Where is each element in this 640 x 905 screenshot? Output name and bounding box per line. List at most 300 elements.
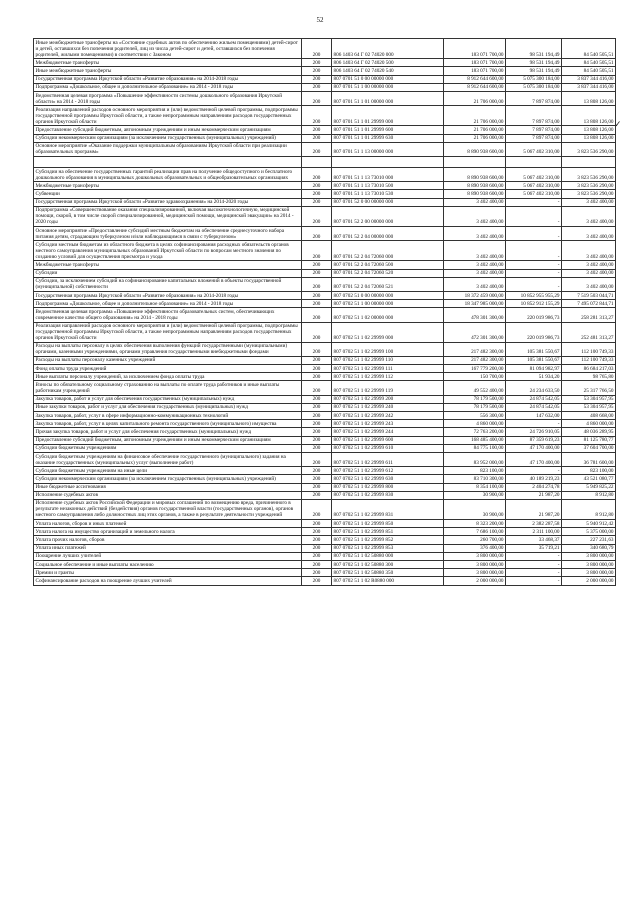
row-line-code: 200 (302, 91, 332, 105)
row-name: Субсидии местным бюджетам из областного бюджета в целях софинансирования расходных обязательств органов местного самоуправления муниципальных образований Иркутской области по вопросам местного значения по созданию условий для осуществления присмотра и ухода (34, 241, 302, 261)
row-line-code: 200 (302, 59, 332, 67)
table-row (34, 491, 616, 499)
table-row (34, 577, 616, 585)
row-name: Исполнение судебных актов Российской Федерации и мировых соглашений по возмещению вреда, причиненного в результате незаконных действий (бездействия) органов государственной власти (государственных органов), органов местного самоуправления либо должностных лиц этих органов, а также в результате деятельности учреждений (34, 499, 302, 519)
row-name: Уплата прочих налогов, сборов (34, 536, 302, 544)
table-row (34, 475, 616, 483)
table-row (34, 403, 616, 411)
row-approved-amount: 8 890 938 600,00 (444, 182, 506, 190)
row-executed-amount: 21 987,20 (506, 499, 562, 519)
row-line-code: 200 (302, 483, 332, 491)
row-name: Ведомственная целевая программа «Повышение эффективности системы дошкольного образования Иркутской области» на 2014 - 2018 годы (34, 91, 302, 105)
row-budget-code: 807 0701 51 1 00 00000 000 (332, 83, 444, 91)
row-line-code: 200 (302, 552, 332, 560)
row-line-code: 200 (302, 241, 332, 261)
row-approved-amount: 49 552 400,00 (444, 381, 506, 395)
row-line-code: 200 (302, 412, 332, 420)
row-name: Иные выплаты персоналу учреждений, за исключением фонда оплаты труда (34, 373, 302, 381)
row-executed-amount: - (506, 277, 562, 291)
row-line-code: 200 (302, 168, 332, 182)
row-unexecuted-amount: 112 100 749,33 (562, 342, 616, 356)
row-executed-amount: 10 852 912 155,29 (506, 300, 562, 308)
row-line-code: 200 (302, 420, 332, 428)
row-approved-amount: 84 775 100,00 (444, 444, 506, 452)
row-executed-amount: 35 719,21 (506, 544, 562, 552)
row-line-code: 200 (302, 395, 332, 403)
row-executed-amount: - (506, 552, 562, 560)
table-row (34, 83, 616, 91)
row-unexecuted-amount: 4 860 000,00 (562, 420, 616, 428)
table-row (34, 499, 616, 519)
row-approved-amount: 8 890 938 600,00 (444, 142, 506, 156)
row-unexecuted-amount: 112 100 749,33 (562, 356, 616, 364)
row-unexecuted-amount: 3 837 344 416,00 (562, 83, 616, 91)
row-name: Основное мероприятие «Предоставление субсидий местным бюджетам на обеспечение среднесуточного набора питания детям, страдающим туберкулезом и/или наблюдающимся в связи с туберкулезом» (34, 227, 302, 241)
row-name: Межбюджетные трансферты (34, 59, 302, 67)
row-approved-amount: 21 706 000,00 (444, 134, 506, 142)
row-unexecuted-amount: 3 823 536 290,00 (562, 168, 616, 182)
table-row (34, 308, 616, 322)
row-approved-amount: 556 300,00 (444, 412, 506, 420)
row-executed-amount: - (506, 261, 562, 269)
row-line-code: 200 (302, 227, 332, 241)
row-name: Предоставление субсидий бюджетным, автономным учреждениям и иным некоммерческим организациям (34, 436, 302, 444)
row-approved-amount: 3 800 000,00 (444, 552, 506, 560)
table-row (34, 381, 616, 395)
row-line-code: 200 (302, 467, 332, 475)
row-line-code: 200 (302, 544, 332, 552)
row-unexecuted-amount: 43 521 080,77 (562, 475, 616, 483)
row-name: Субвенции (34, 190, 302, 198)
row-line-code: 200 (302, 182, 332, 190)
row-line-code: 200 (302, 436, 332, 444)
row-budget-code: 807 0702 51 1 02 00000 000 (332, 308, 444, 322)
row-budget-code: 807 0702 51 1 02 29999 830 (332, 491, 444, 499)
row-approved-amount: 183 071 700,00 (444, 59, 506, 67)
table-row (34, 483, 616, 491)
row-approved-amount: 30 900,00 (444, 491, 506, 499)
row-name: Уплата налога на имущество организаций и земельного налога (34, 528, 302, 536)
row-approved-amount: 4 860 000,00 (444, 420, 506, 428)
row-name: Поощрение лучших учителей (34, 552, 302, 560)
row-name: Субсидии бюджетным учреждениям на финансовое обеспечение государственного (муниципального) задания на оказание государственных (муниципальных) услуг (выполнение работ) (34, 452, 302, 466)
row-budget-code: 806 1403 64 Г 02 74020 540 (332, 67, 444, 75)
table-row (34, 67, 616, 75)
table-row (34, 444, 616, 452)
row-approved-amount: 3 402 400,00 (444, 198, 506, 206)
table-row (34, 126, 616, 134)
row-budget-code: 807 0701 51 1 13 73010 500 (332, 182, 444, 190)
row-executed-amount: 47 170 400,00 (506, 444, 562, 452)
budget-execution-table (33, 38, 616, 586)
row-name: Закупка товаров, работ, услуг в сфере информационно-коммуникационных технологий (34, 412, 302, 420)
row-name: Закупка товаров, работ и услуг для обеспечения государственных (муниципальных) нужд (34, 395, 302, 403)
row-budget-code: 807 0702 51 1 02 29999 852 (332, 536, 444, 544)
row-line-code: 200 (302, 126, 332, 134)
row-executed-amount: 33 468,37 (506, 536, 562, 544)
row-line-code: 200 (302, 528, 332, 536)
row-approved-amount: 83 710 300,00 (444, 475, 506, 483)
row-name: Реализация направлений расходов основного мероприятия и (или) ведомственной целевой программы, подпрограммы государственной программы Иркутской области, а также непрограммным направлениям расходов государственных органов Иркутской области (34, 322, 302, 342)
row-unexecuted-amount: 8 912,80 (562, 491, 616, 499)
row-line-code: 200 (302, 308, 332, 322)
row-unexecuted-amount: 86 684 217,03 (562, 365, 616, 373)
row-line-code: 200 (302, 134, 332, 142)
row-budget-code: 807 0702 51 1 02 29999 200 (332, 395, 444, 403)
row-executed-amount: 7 897 874,00 (506, 91, 562, 105)
row-line-code: 200 (302, 291, 332, 299)
row-name: Ведомственная целевая программа «Повышение эффективности образовательных систем, обеспечивающих современное качество общего образования» на 2014 - 2018 годы (34, 308, 302, 322)
row-budget-code: 807 0701 51 0 00 00000 000 (332, 75, 444, 83)
row-line-code: 200 (302, 106, 332, 126)
row-executed-amount: 81 094 982,97 (506, 365, 562, 373)
row-approved-amount: 478 301 300,00 (444, 308, 506, 322)
table-row (34, 467, 616, 475)
row-line-code: 200 (302, 491, 332, 499)
row-line-code: 200 (302, 444, 332, 452)
spacer-row (34, 156, 616, 167)
row-name: Предоставление субсидий бюджетным, автономным учреждениям и иным некоммерческим организациям (34, 126, 302, 134)
row-budget-code: 807 0702 51 1 02 50880 350 (332, 569, 444, 577)
row-budget-code: 807 0702 51 1 02 29999 100 (332, 342, 444, 356)
row-name: Субсидии некоммерческим организациям (за исключением государственных (муниципальных) учреждений) (34, 475, 302, 483)
row-executed-amount: 24 726 910,05 (506, 428, 562, 436)
table-row (34, 544, 616, 552)
table-row (34, 356, 616, 364)
row-unexecuted-amount: 823 100,00 (562, 467, 616, 475)
row-line-code: 200 (302, 206, 332, 226)
row-line-code: 200 (302, 428, 332, 436)
row-executed-amount: - (506, 198, 562, 206)
row-executed-amount: 5 067 402 310,00 (506, 182, 562, 190)
table-row (34, 59, 616, 67)
table-row (34, 241, 616, 261)
row-approved-amount: 30 900,00 (444, 499, 506, 519)
row-budget-code: 807 0702 51 1 02 29999 800 (332, 483, 444, 491)
row-executed-amount: 2 382 287,58 (506, 520, 562, 528)
row-budget-code: 807 0701 51 1 13 00000 000 (332, 142, 444, 156)
table-row (34, 412, 616, 420)
row-approved-amount: 18 372 459 000,00 (444, 291, 506, 299)
row-name: Подпрограмма «Дошкольное, общее и дополнительное образование» на 2014 - 2018 годы (34, 300, 302, 308)
row-executed-amount: - (506, 569, 562, 577)
row-budget-code: 807 0702 51 1 02 R0880 000 (332, 577, 444, 585)
row-budget-code: 807 0701 51 1 01 00000 000 (332, 91, 444, 105)
row-unexecuted-amount: 3 800 000,00 (562, 552, 616, 560)
row-unexecuted-amount: 13 808 126,00 (562, 106, 616, 126)
row-executed-amount: - (506, 577, 562, 585)
row-unexecuted-amount: 3 402 400,00 (562, 277, 616, 291)
row-budget-code: 807 0701 52 2 04 72060 000 (332, 241, 444, 261)
row-name: Расходы на выплаты персоналу казенных учреждений (34, 356, 302, 364)
row-executed-amount: 98 531 194,49 (506, 59, 562, 67)
row-unexecuted-amount: 3 800 000,00 (562, 569, 616, 577)
row-executed-amount: - (506, 206, 562, 226)
page-number: 52 (316, 16, 324, 24)
table-row (34, 536, 616, 544)
row-unexecuted-amount: 13 808 126,00 (562, 126, 616, 134)
row-approved-amount: 3 402 400,00 (444, 206, 506, 226)
row-unexecuted-amount: 340 680,79 (562, 544, 616, 552)
row-executed-amount: 5 067 402 310,00 (506, 142, 562, 156)
row-name: Прочая закупка товаров, работ и услуг для обеспечения государственных (муниципальных) нужд (34, 428, 302, 436)
table-row (34, 261, 616, 269)
row-line-code: 200 (302, 499, 332, 519)
table-row (34, 300, 616, 308)
row-name: Межбюджетные трансферты (34, 261, 302, 269)
row-executed-amount: 24 874 542,05 (506, 395, 562, 403)
row-budget-code: 807 0702 51 1 02 29999 110 (332, 356, 444, 364)
row-unexecuted-amount: 81 125 780,77 (562, 436, 616, 444)
row-executed-amount: - (506, 269, 562, 277)
table-row (34, 552, 616, 560)
row-budget-code: 807 0701 52 2 04 72060 521 (332, 277, 444, 291)
row-name: Субсидии бюджетным учреждениям (34, 444, 302, 452)
row-budget-code: 807 0702 51 1 02 29999 111 (332, 365, 444, 373)
row-approved-amount: 183 071 700,00 (444, 39, 506, 59)
table-row (34, 365, 616, 373)
row-budget-code: 807 0702 51 1 02 29999 611 (332, 452, 444, 466)
row-approved-amount: 78 179 500,00 (444, 395, 506, 403)
row-executed-amount: 5 075 300 184,00 (506, 75, 562, 83)
table-row (34, 452, 616, 466)
row-executed-amount: 105 381 550,67 (506, 342, 562, 356)
row-executed-amount: - (506, 227, 562, 241)
row-executed-amount: 47 170 400,00 (506, 452, 562, 466)
row-approved-amount: 8 323 200,00 (444, 520, 506, 528)
row-name: Уплата налогов, сборов и иных платежей (34, 520, 302, 528)
row-unexecuted-amount: 3 823 536 290,00 (562, 142, 616, 156)
table-row (34, 436, 616, 444)
row-line-code: 200 (302, 75, 332, 83)
row-line-code: 200 (302, 67, 332, 75)
row-budget-code: 807 0701 52 2 00 00000 000 (332, 206, 444, 226)
row-unexecuted-amount: 53 304 957,95 (562, 403, 616, 411)
table-row (34, 168, 616, 182)
row-unexecuted-amount: 2 000 000,00 (562, 577, 616, 585)
row-budget-code: 807 0702 51 1 02 29999 000 (332, 322, 444, 342)
table-row (34, 420, 616, 428)
row-budget-code: 807 0701 51 1 13 73010 000 (332, 168, 444, 182)
row-name: Взносы по обязательному социальному страхованию на выплаты по оплате труда работников и иные выплаты работникам учреждений (34, 381, 302, 395)
row-budget-code: 807 0701 52 0 00 00000 000 (332, 198, 444, 206)
row-name: Иные межбюджетные трансферты на «Состояние судебных актов по обеспечению жильем помещениями) детей-сирот и детей, оставшихся без попечения родителей, лиц из числа детей-сирот и детей, оставшихся без попечения родителей, жилыми помещениями) в соответствии с Законом (34, 39, 302, 59)
row-name: Расходы на выплаты персоналу в целях обеспечения выполнения функций государственными (муниципальными) органами, казенными учреждениями, органами управления государственными внебюджетными фондами (34, 342, 302, 356)
row-budget-code: 807 0702 51 1 02 29999 242 (332, 412, 444, 420)
row-executed-amount: 5 067 402 310,00 (506, 190, 562, 198)
row-executed-amount: 220 019 986,73 (506, 308, 562, 322)
row-name: Субсидии, за исключением субсидий на софинансирование капитальных вложений в объекты государственной (муниципальной) собственности (34, 277, 302, 291)
row-budget-code: 807 0702 51 1 02 29999 610 (332, 444, 444, 452)
row-line-code: 200 (302, 198, 332, 206)
table-row (34, 227, 616, 241)
row-executed-amount: - (506, 420, 562, 428)
row-line-code: 200 (302, 356, 332, 364)
row-executed-amount: 147 632,00 (506, 412, 562, 420)
row-unexecuted-amount: 3 837 344 416,00 (562, 75, 616, 83)
row-name: Субсидии бюджетным учреждениям на иные цели (34, 467, 302, 475)
table-row (34, 269, 616, 277)
row-budget-code: 807 0701 52 2 04 72060 500 (332, 261, 444, 269)
table-row (34, 561, 616, 569)
handwritten-check-mark: ✓ (614, 119, 622, 129)
table-row (34, 106, 616, 126)
row-approved-amount: 3 402 400,00 (444, 241, 506, 261)
row-executed-amount: - (506, 561, 562, 569)
row-unexecuted-amount: 3 823 536 290,00 (562, 190, 616, 198)
row-unexecuted-amount: 5 375 000,00 (562, 528, 616, 536)
row-executed-amount: - (506, 467, 562, 475)
row-unexecuted-amount: 258 281 313,27 (562, 308, 616, 322)
row-approved-amount: 78 179 500,00 (444, 403, 506, 411)
row-unexecuted-amount: 48 036 289,95 (562, 428, 616, 436)
row-line-code: 200 (302, 452, 332, 466)
row-unexecuted-amount: 3 402 400,00 (562, 261, 616, 269)
row-budget-code: 807 0702 51 1 02 50880 000 (332, 552, 444, 560)
row-name: Премии и гранты (34, 569, 302, 577)
row-approved-amount: 183 071 700,00 (444, 67, 506, 75)
row-unexecuted-amount: 84 540 505,51 (562, 39, 616, 59)
row-line-code: 200 (302, 536, 332, 544)
row-budget-code: 807 0702 51 1 02 29999 240 (332, 403, 444, 411)
row-approved-amount: 8 354 100,00 (444, 483, 506, 491)
row-unexecuted-amount: 3 800 000,00 (562, 561, 616, 569)
row-approved-amount: 376 400,00 (444, 544, 506, 552)
row-unexecuted-amount: 7 495 072 844,71 (562, 300, 616, 308)
row-executed-amount: 10 852 955 955,29 (506, 291, 562, 299)
table-row (34, 91, 616, 105)
table-row (34, 142, 616, 156)
table-row (34, 198, 616, 206)
row-name: Подпрограмма «Дошкольное, общее и дополнительное образование» на 2014 - 2018 годы (34, 83, 302, 91)
row-unexecuted-amount: 3 402 400,00 (562, 269, 616, 277)
row-approved-amount: 3 402 400,00 (444, 277, 506, 291)
row-budget-code: 807 0702 51 1 02 29999 600 (332, 436, 444, 444)
row-budget-code: 807 0702 51 1 02 29999 630 (332, 475, 444, 483)
row-executed-amount: 24 874 542,05 (506, 403, 562, 411)
row-executed-amount: 2 311 100,00 (506, 528, 562, 536)
row-approved-amount: 21 706 000,00 (444, 126, 506, 134)
row-line-code: 200 (302, 261, 332, 269)
row-approved-amount: 167 779 200,00 (444, 365, 506, 373)
row-line-code: 200 (302, 39, 332, 59)
row-name: Субсидии (34, 269, 302, 277)
row-name: Государственная программа Иркутской области «Развитие образования» на 2014-2018 годы (34, 75, 302, 83)
row-executed-amount: 24 234 633,50 (506, 381, 562, 395)
row-executed-amount: 98 531 194,49 (506, 67, 562, 75)
row-name: Субсидии некоммерческим организациям (за исключением государственных (муниципальных) учреждений) (34, 134, 302, 142)
row-name: Реализация направлений расходов основного мероприятия и (или) ведомственной целевой программы, подпрограммы государственной программы Иркутской области, а также непрограммным направлениям расходов государственных органов Иркутской области (34, 106, 302, 126)
row-approved-amount: 7 686 100,00 (444, 528, 506, 536)
row-approved-amount: 72 763 200,00 (444, 428, 506, 436)
row-approved-amount: 150 700,00 (444, 373, 506, 381)
row-approved-amount: 18 347 985 000,00 (444, 300, 506, 308)
row-unexecuted-amount: 3 823 536 290,00 (562, 182, 616, 190)
row-approved-amount: 260 700,00 (444, 536, 506, 544)
row-budget-code: 807 0702 51 1 02 29999 112 (332, 373, 444, 381)
table-row (34, 322, 616, 342)
row-name: Уплата иных платежей (34, 544, 302, 552)
row-approved-amount: 2 000 000,00 (444, 577, 506, 585)
row-name: Основное мероприятие «Оказание поддержки муниципальным образованиям Иркутской области при реализации образовательных программ» (34, 142, 302, 156)
row-executed-amount: 2 404 274,78 (506, 483, 562, 491)
row-line-code: 200 (302, 381, 332, 395)
row-budget-code: 807 0702 51 1 02 29999 851 (332, 528, 444, 536)
row-name: Иные бюджетные ассигнования (34, 483, 302, 491)
row-unexecuted-amount: 7 519 503 044,71 (562, 291, 616, 299)
row-budget-code: 807 0702 51 1 02 29999 612 (332, 467, 444, 475)
row-executed-amount: 98 531 194,49 (506, 39, 562, 59)
row-executed-amount: 40 189 219,23 (506, 475, 562, 483)
row-name: Социальное обеспечение и иные выплаты населению (34, 561, 302, 569)
row-name: Иные закупки товаров, работ и услуг для обеспечения государственных (муниципальных) нужд (34, 403, 302, 411)
row-executed-amount: 7 897 874,00 (506, 126, 562, 134)
row-approved-amount: 8 890 938 600,00 (444, 168, 506, 182)
row-budget-code: 807 0701 51 1 01 29999 630 (332, 134, 444, 142)
row-name: Государственная программа Иркутской области «Развитие образования» на 2014-2018 годы (34, 291, 302, 299)
table-row (34, 520, 616, 528)
row-name: Государственная программа Иркутской области «Развитие здравоохранения» на 2014-2020 годы (34, 198, 302, 206)
row-budget-code: 807 0702 51 1 02 29999 853 (332, 544, 444, 552)
row-budget-code: 807 0702 51 1 02 29999 243 (332, 420, 444, 428)
row-unexecuted-amount: 36 781 600,00 (562, 452, 616, 466)
table-row (34, 134, 616, 142)
row-approved-amount: 217 482 300,00 (444, 342, 506, 356)
row-name: Межбюджетные трансферты (34, 182, 302, 190)
row-budget-code: 807 0701 51 1 13 73010 530 (332, 190, 444, 198)
row-approved-amount: 3 800 000,00 (444, 569, 506, 577)
row-executed-amount: 7 897 874,00 (506, 106, 562, 126)
table-row (34, 569, 616, 577)
row-unexecuted-amount: 84 540 505,51 (562, 67, 616, 75)
row-approved-amount: 8 890 938 600,00 (444, 190, 506, 198)
row-unexecuted-amount: 8 912,80 (562, 499, 616, 519)
row-budget-code: 807 0701 51 1 01 29999 600 (332, 126, 444, 134)
row-executed-amount: 7 897 874,00 (506, 134, 562, 142)
row-approved-amount: 3 402 400,00 (444, 227, 506, 241)
row-line-code: 200 (302, 561, 332, 569)
row-line-code: 200 (302, 342, 332, 356)
row-line-code: 200 (302, 190, 332, 198)
row-unexecuted-amount: 13 808 126,00 (562, 91, 616, 105)
row-approved-amount: 21 706 000,00 (444, 106, 506, 126)
row-budget-code: 807 0702 51 1 02 29999 850 (332, 520, 444, 528)
row-budget-code: 807 0702 51 1 00 00000 000 (332, 300, 444, 308)
table-row (34, 342, 616, 356)
table-row (34, 39, 616, 59)
row-line-code: 200 (302, 373, 332, 381)
row-budget-code: 807 0702 51 1 02 29999 244 (332, 428, 444, 436)
row-approved-amount: 8 912 644 600,00 (444, 75, 506, 83)
row-line-code: 200 (302, 403, 332, 411)
row-approved-amount: 83 952 000,00 (444, 452, 506, 466)
row-name: Иные межбюджетные трансферты (34, 67, 302, 75)
row-approved-amount: 168 485 400,00 (444, 436, 506, 444)
table-row (34, 190, 616, 198)
row-approved-amount: 3 800 000,00 (444, 561, 506, 569)
row-approved-amount: 3 402 400,00 (444, 261, 506, 269)
row-executed-amount: 220 019 986,73 (506, 322, 562, 342)
row-name: Софинансирование расходов на поощрение лучших учителей (34, 577, 302, 585)
row-unexecuted-amount: 13 808 126,00 (562, 134, 616, 142)
row-name: Подпрограмма «Совершенствование оказания специализированной, включая высокотехнологичную, медицинской помощи, скорой, в том числе скорой специализированной, медицинской помощи, медицинской эвакуации» на 2014 - 2020 годы (34, 206, 302, 226)
row-budget-code: 807 0702 51 1 02 29999 831 (332, 499, 444, 519)
row-unexecuted-amount: 84 540 505,51 (562, 59, 616, 67)
row-unexecuted-amount: 98 765,80 (562, 373, 616, 381)
row-unexecuted-amount: 408 668,00 (562, 412, 616, 420)
row-line-code: 200 (302, 269, 332, 277)
row-line-code: 200 (302, 300, 332, 308)
